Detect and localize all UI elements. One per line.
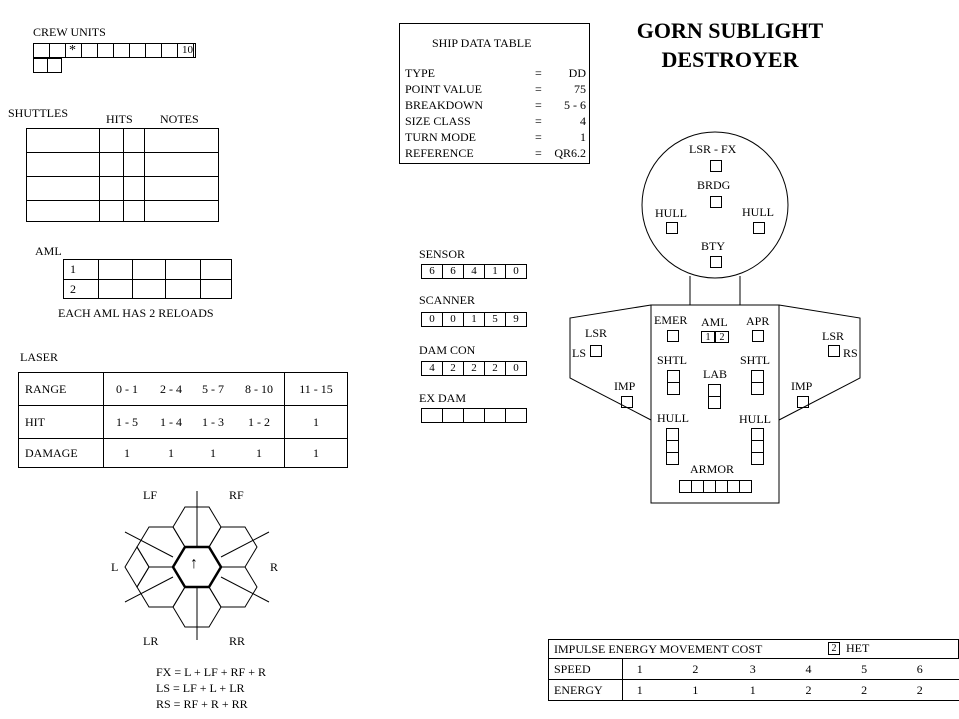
ship-data-value: 75 [574,82,586,96]
ship-data-value: 4 [580,114,586,128]
arc-label-rf: RF [229,488,244,502]
ship-imp-left-label: IMP [614,379,636,393]
speed-value: 1 [622,659,678,680]
ship-shtl-left-label: SHTL [657,353,687,367]
exdam-cell[interactable] [463,408,485,423]
formula-ls: LS = LF + L + LR [156,681,245,695]
ship-data-label: TURN MODE [405,130,476,144]
damcon-cell[interactable]: 0 [505,361,527,376]
laser-label: LASER [20,350,59,364]
shtl-right-box[interactable] [751,382,764,395]
laser-cell: 1 [104,439,151,468]
page-title [610,16,850,74]
arc-label-rr: RR [229,634,246,648]
ship-left-wing [570,305,651,420]
laser-row-label: RANGE [19,373,104,406]
ship-right-wing [779,305,860,420]
aml-table [63,259,232,299]
arc-label-lf: LF [143,488,158,502]
speed-value: 4 [791,659,847,680]
arc-formulas [156,664,266,712]
crew-unit-box[interactable] [47,58,62,73]
scanner-cell[interactable]: 5 [484,312,506,327]
aml-row-1: 1 [64,260,99,280]
ship-hull-left-label: HULL [655,206,687,220]
ship-data-label: REFERENCE [405,146,474,160]
ship-data-value: 5 - 6 [564,98,586,112]
damcon-cell[interactable]: 2 [463,361,485,376]
energy-value: 2 [791,680,847,701]
scanner-cell[interactable]: 0 [421,312,443,327]
aml-label: AML [35,244,62,258]
laser-cell: 0 - 1 [104,373,151,406]
laser-cell: 1 [234,439,285,468]
ship-data-eq: = [535,66,542,80]
ship-lsr-left-label: LSR [585,326,608,340]
ship-data-label: POINT VALUE [405,82,483,96]
damcon-cell[interactable]: 2 [442,361,464,376]
ship-aml-box-1[interactable]: 1 [701,331,715,343]
scanner-label: SCANNER [419,293,476,307]
ship-brdg-label: BRDG [697,178,731,192]
laser-cell: 1 - 2 [234,406,285,439]
ship-armor-label: ARMOR [690,462,735,476]
laser-cell: 1 - 4 [150,406,192,439]
scanner-cell[interactable]: 1 [463,312,485,327]
sensor-cell[interactable]: 4 [463,264,485,279]
impulse-table [548,639,959,701]
ship-lsr-fx-box[interactable] [710,160,722,172]
ship-rs-box[interactable] [828,345,840,357]
aml-reload-note: EACH AML HAS 2 RELOADS [58,306,214,320]
laser-cell: 1 [285,406,348,439]
shuttles-table [26,128,219,222]
laser-row-label: DAMAGE [19,439,104,468]
ship-data-value: DD [568,66,586,80]
lab-boxes-box[interactable] [708,396,721,409]
hull-lower-left-box[interactable] [666,452,679,465]
exdam-cell[interactable] [505,408,527,423]
sensor-cell[interactable]: 0 [505,264,527,279]
ship-hull-lower-left-label: HULL [657,411,689,425]
arc-label-lr: LR [143,634,159,648]
ship-data-label: BREAKDOWN [405,98,483,112]
ship-data-eq: = [535,130,542,144]
ship-apr-box[interactable] [752,330,764,342]
crew-unit-box[interactable] [97,43,114,58]
aml-row-2: 2 [64,280,99,299]
ship-hull-right-box[interactable] [753,222,765,234]
armor-box[interactable] [739,480,752,493]
ship-aml-box-2[interactable]: 2 [715,331,729,343]
ship-data-eq: = [535,98,542,112]
ship-lab-label: LAB [703,367,727,381]
ship-data-eq: = [535,146,542,160]
energy-value: 2 [903,680,959,701]
damcon-label: DAM CON [419,343,476,357]
ship-imp-right-box[interactable] [797,396,809,408]
crew-unit-box[interactable] [161,43,178,58]
crew-unit-box[interactable] [129,43,146,58]
energy-value: 1 [622,680,678,701]
damcon-cell[interactable]: 2 [484,361,506,376]
crew-unit-box[interactable] [65,43,82,58]
impulse-heading: IMPULSE ENERGY MOVEMENT COST [554,641,763,656]
ship-data-table [399,23,590,164]
exdam-cell[interactable] [484,408,506,423]
ship-shtl-right-label: SHTL [740,353,770,367]
speed-value: 3 [736,659,792,680]
speed-value: 6 [903,659,959,680]
energy-value: 1 [736,680,792,701]
arc-label-l: L [111,560,119,574]
ship-ls-box[interactable] [590,345,602,357]
ship-data-label: SIZE CLASS [405,114,471,128]
ship-bty-box[interactable] [710,256,722,268]
ship-bty-label: BTY [701,239,725,253]
ship-hull-left-box[interactable] [666,222,678,234]
ship-data-value: 1 [580,130,586,144]
shuttles-hits-header: HITS [106,112,133,126]
het-label: HET [846,641,870,655]
formula-rs: RS = RF + R + RR [156,697,248,711]
crew-unit-box[interactable] [49,43,66,58]
ship-rs-label: RS [843,346,858,360]
ship-emer-label: EMER [654,313,688,327]
ship-brdg-box[interactable] [710,196,722,208]
sensor-label: SENSOR [419,247,466,261]
ship-data-label: TYPE [405,66,435,80]
laser-cell: 2 - 4 [150,373,192,406]
ship-hull-right-label: HULL [742,205,774,219]
speed-label: SPEED [549,659,623,680]
ship-aml-label: AML [701,315,728,329]
ship-ls-label: LS [572,346,587,360]
speed-value: 2 [678,659,735,680]
title-line-2: DESTROYER [661,47,799,72]
exdam-cell[interactable] [421,408,443,423]
ship-emer-box[interactable] [667,330,679,342]
scanner-cell[interactable]: 0 [442,312,464,327]
ship-lsr-fx-label: LSR - FX [689,142,737,156]
shtl-left-box[interactable] [667,382,680,395]
title-line-1: GORN SUBLIGHT [636,18,824,43]
ship-hull-lower-right-label: HULL [739,412,771,426]
laser-cell: 11 - 15 [285,373,348,406]
speed-value: 5 [847,659,903,680]
ship-data-heading: SHIP DATA TABLE [432,36,532,50]
scanner-cell[interactable]: 9 [505,312,527,327]
ship-data-eq: = [535,82,542,96]
laser-cell: 1 [285,439,348,468]
damcon-cell[interactable]: 4 [421,361,443,376]
formula-fx: FX = L + LF + RF + R [156,665,266,679]
ship-data-value: QR6.2 [554,146,586,160]
ship-imp-right-label: IMP [791,379,813,393]
laser-cell: 1 [150,439,192,468]
crew-unit-box[interactable] [145,43,162,58]
crew-unit-box[interactable] [81,43,98,58]
laser-cell: 1 [192,439,234,468]
hex-far-left [125,547,149,587]
crew-unit-box-end[interactable]: 10 [177,43,196,58]
crew-unit-box[interactable] [33,58,48,73]
ship-apr-label: APR [746,314,770,328]
laser-cell: 1 - 5 [104,406,151,439]
sensor-cell[interactable]: 1 [484,264,506,279]
sensor-cell[interactable]: 6 [442,264,464,279]
ship-lsr-right-label: LSR [822,329,845,343]
energy-label: ENERGY [549,680,623,701]
laser-table [18,372,348,468]
crew-unit-box[interactable] [113,43,130,58]
het-value-box[interactable]: 2 [828,642,840,655]
laser-cell: 1 - 3 [192,406,234,439]
energy-value: 2 [847,680,903,701]
sensor-cell[interactable]: 6 [421,264,443,279]
crew-units-label: CREW UNITS [33,25,106,39]
laser-cell: 8 - 10 [234,373,285,406]
laser-cell: 5 - 7 [192,373,234,406]
shuttles-label: SHUTTLES [8,106,68,120]
crew-star: * [69,43,76,58]
exdam-cell[interactable] [442,408,464,423]
shuttles-notes-header: NOTES [160,112,199,126]
crew-unit-box[interactable] [33,43,50,58]
hull-lower-right-box[interactable] [751,452,764,465]
arc-label-r: R [270,560,279,574]
arrow-up-icon: ↑ [190,555,198,572]
ship-data-eq: = [535,114,542,128]
exdam-label: EX DAM [419,391,466,405]
laser-row-label: HIT [19,406,104,439]
energy-value: 1 [678,680,735,701]
ship-imp-left-box[interactable] [621,396,633,408]
